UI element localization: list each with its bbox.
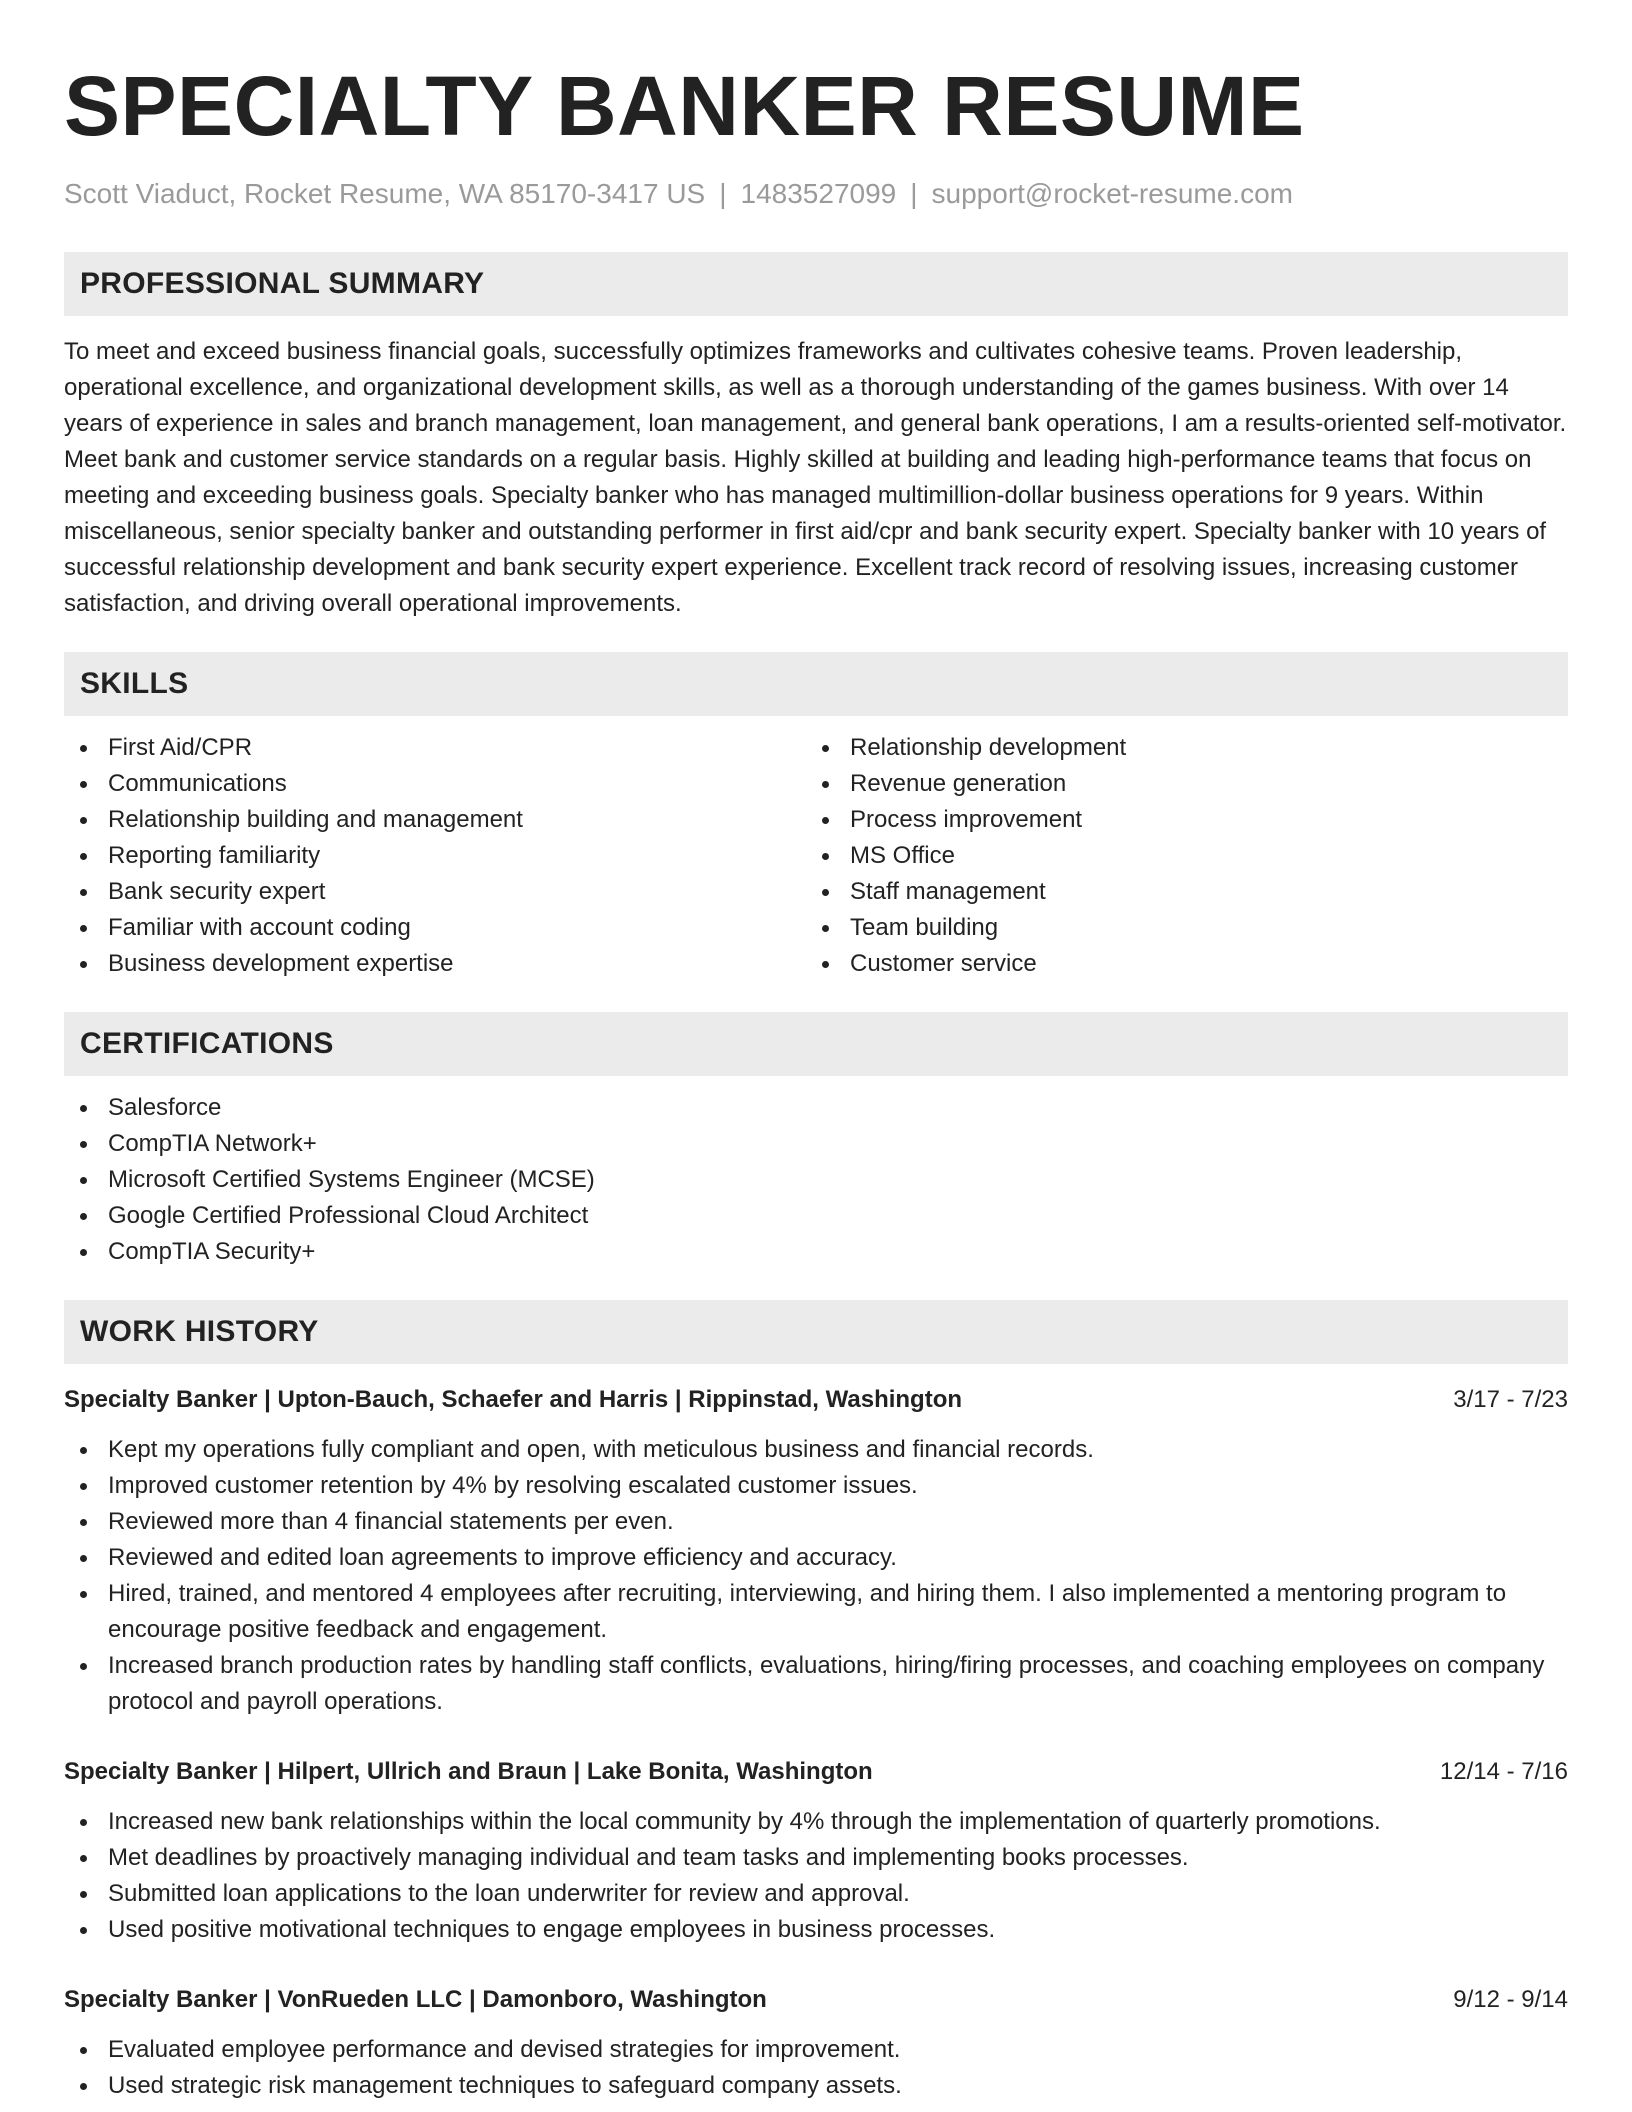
job-bullets	[64, 1804, 1568, 1948]
skills-grid	[64, 716, 1568, 982]
contact-address: Scott Viaduct, Rocket Resume, WA 85170-3417 US	[64, 178, 706, 209]
skills-heading: SKILLS	[64, 652, 1568, 716]
work-history-section	[64, 1300, 1568, 2104]
skills-list-right	[806, 730, 1548, 982]
job-bullet: Submitted loan applications to the loan underwriter for review and approval.	[64, 1876, 1568, 1912]
job-bullet: Increased new bank relationships within the local community by 4% through the implementation of quarterly promotions.	[64, 1804, 1568, 1840]
job-bullet: Reviewed more than 4 financial statements per even.	[64, 1504, 1568, 1540]
certifications-list	[64, 1090, 1568, 1270]
job-title: Specialty Banker | Hilpert, Ullrich and Braun | Lake Bonita, Washington	[64, 1758, 873, 1785]
skills-list-left	[64, 730, 806, 982]
job-bullet: Hired, trained, and mentored 4 employees after recruiting, interviewing, and hiring them. I also implemented a mentoring program to encourage positive feedback and engagement.	[64, 1576, 1568, 1648]
contact-separator: |	[719, 178, 727, 209]
certifications-section	[64, 1012, 1568, 1270]
skill-item: Business development expertise	[64, 946, 806, 982]
job-entry	[64, 1754, 1568, 1948]
job-entry	[64, 1382, 1568, 1720]
skill-item: Team building	[806, 910, 1548, 946]
skill-item: Bank security expert	[64, 874, 806, 910]
skill-item: Communications	[64, 766, 806, 802]
contact-separator: |	[910, 178, 918, 209]
job-bullet: Increased branch production rates by handling staff conflicts, evaluations, hiring/firing processes, and coaching employees on company protocol and payroll operations.	[64, 1648, 1568, 1720]
job-bullets	[64, 2032, 1568, 2104]
contact-line	[64, 176, 1568, 212]
skill-item: Reporting familiarity	[64, 838, 806, 874]
job-bullet: Reviewed and edited loan agreements to improve efficiency and accuracy.	[64, 1540, 1568, 1576]
job-bullet: Kept my operations fully compliant and open, with meticulous business and financial records.	[64, 1432, 1568, 1468]
job-bullet: Met deadlines by proactively managing individual and team tasks and implementing books processes.	[64, 1840, 1568, 1876]
contact-email: support@rocket-resume.com	[931, 178, 1293, 209]
job-entry	[64, 1982, 1568, 2104]
summary-heading: PROFESSIONAL SUMMARY	[64, 252, 1568, 316]
job-bullet: Used positive motivational techniques to engage employees in business processes.	[64, 1912, 1568, 1948]
skill-item: Revenue generation	[806, 766, 1548, 802]
resume-title: SPECIALTY BANKER RESUME	[64, 59, 1305, 153]
job-dates: 12/14 - 7/16	[1439, 1758, 1568, 1785]
skill-item: Process improvement	[806, 802, 1548, 838]
skill-item: First Aid/CPR	[64, 730, 806, 766]
skill-item: Customer service	[806, 946, 1548, 982]
certification-item: Salesforce	[64, 1090, 1568, 1126]
certification-item: Google Certified Professional Cloud Architect	[64, 1198, 1568, 1234]
skill-item: Familiar with account coding	[64, 910, 806, 946]
job-header	[64, 1982, 1568, 2018]
skill-item: Relationship building and management	[64, 802, 806, 838]
job-bullet: Evaluated employee performance and devised strategies for improvement.	[64, 2032, 1568, 2068]
job-dates: 3/17 - 7/23	[1453, 1386, 1568, 1413]
skill-item: Staff management	[806, 874, 1548, 910]
job-header	[64, 1382, 1568, 1418]
work-history-heading: WORK HISTORY	[64, 1300, 1568, 1364]
job-title: Specialty Banker | Upton-Bauch, Schaefer and Harris | Rippinstad, Washington	[64, 1386, 963, 1413]
certifications-heading: CERTIFICATIONS	[64, 1012, 1568, 1076]
job-dates: 9/12 - 9/14	[1453, 1986, 1568, 2013]
certification-item: CompTIA Network+	[64, 1126, 1568, 1162]
summary-text: To meet and exceed business financial goals, successfully optimizes frameworks and cultivates cohesive teams. Proven leadership, operational excellence, and organizational development skills, as well as a thorough understanding of the games business. With over 14 years of experience in sales and branch management, loan management, and general bank operations, I am a results-oriented self-motivator. Meet bank and customer service standards on a regular basis. Highly skilled at building and leading high-performance teams that focus on meeting and exceeding business goals. Specialty banker who has managed multimillion-dollar business operations for 9 years. Within miscellaneous, senior specialty banker and outstanding performer in first aid/cpr and bank security expert. Specialty banker with 10 years of successful relationship development and bank security expert experience. Excellent track record of resolving issues, increasing customer satisfaction, and driving overall operational improvements.	[64, 338, 1567, 617]
skills-section	[64, 652, 1568, 982]
certification-item: Microsoft Certified Systems Engineer (MCSE)	[64, 1162, 1568, 1198]
job-bullet: Improved customer retention by 4% by resolving escalated customer issues.	[64, 1468, 1568, 1504]
contact-phone: 1483527099	[740, 178, 897, 209]
skill-item: MS Office	[806, 838, 1548, 874]
certification-item: CompTIA Security+	[64, 1234, 1568, 1270]
job-title: Specialty Banker | VonRueden LLC | Damonboro, Washington	[64, 1986, 767, 2013]
job-bullets	[64, 1432, 1568, 1720]
job-bullet: Used strategic risk management techniques to safeguard company assets.	[64, 2068, 1568, 2104]
skill-item: Relationship development	[806, 730, 1548, 766]
summary-section	[64, 252, 1568, 622]
job-header	[64, 1754, 1568, 1790]
